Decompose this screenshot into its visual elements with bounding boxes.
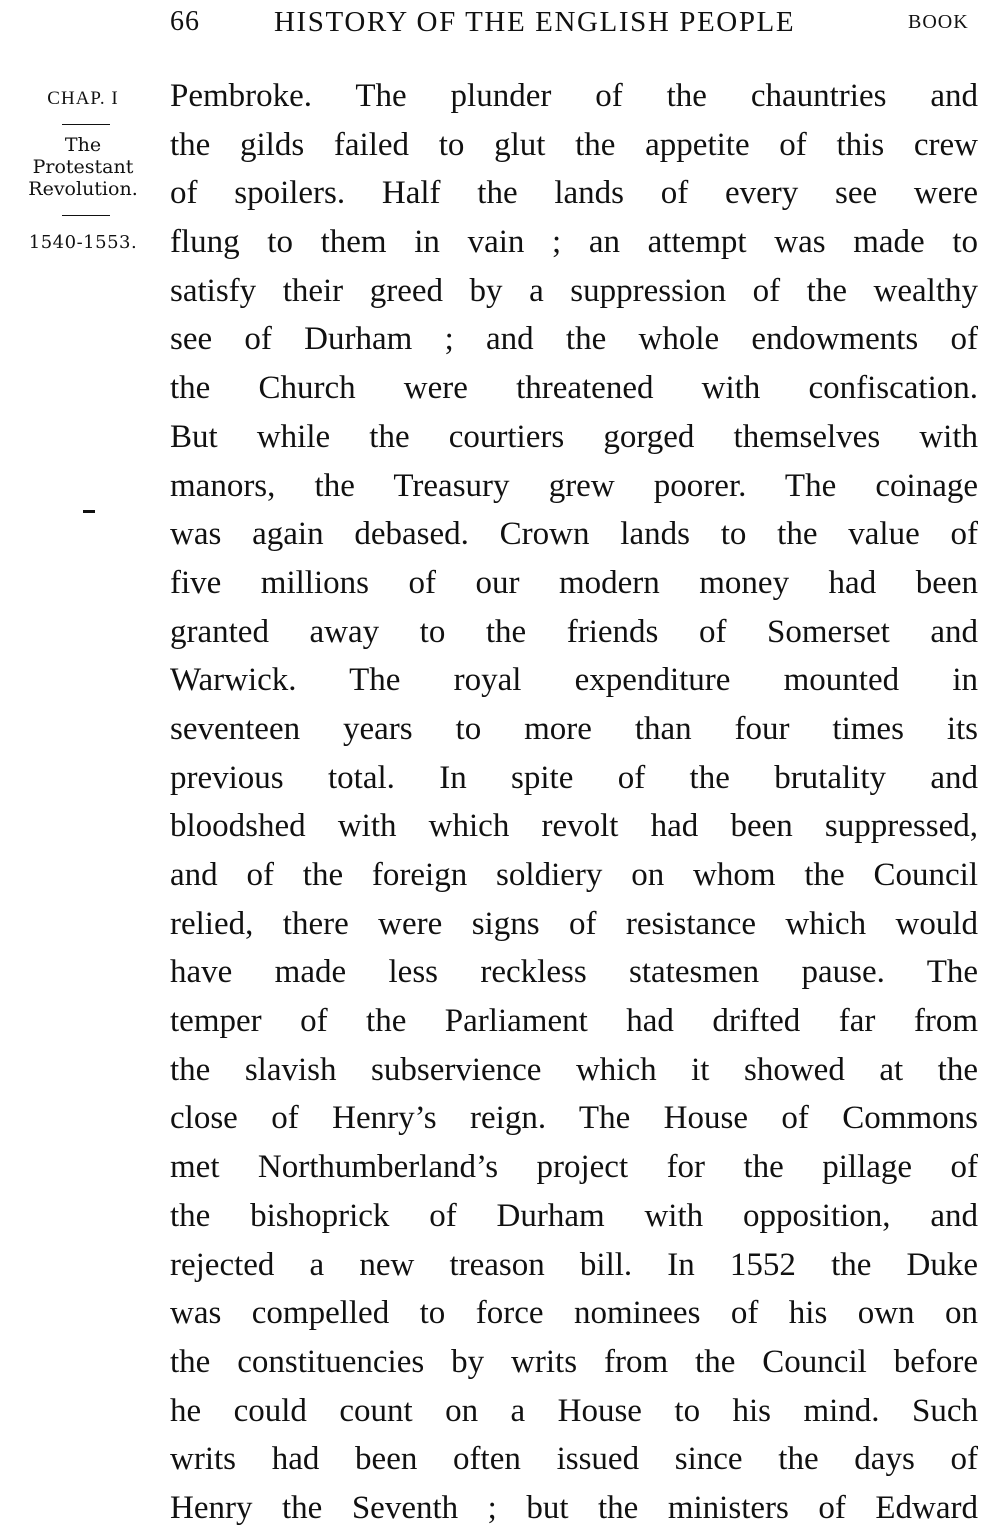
text-line: But while the courtiers gorged themselves with	[170, 418, 978, 455]
page-number: 66	[170, 6, 200, 37]
text-line: Warwick. The royal expenditure mounted in	[170, 662, 978, 699]
text-line: met Northumberland’s project for the pillage of	[170, 1149, 978, 1186]
text-line: was compelled to force nominees of his own on	[170, 1295, 978, 1332]
text-line: have made less reckless statesmen pause. The	[170, 954, 978, 991]
text-line: and of the foreign soldiery on whom the Council	[170, 857, 978, 893]
text-line: temper of the Parliament had drifted far from	[170, 1003, 978, 1040]
text-line: he could count on a House to his mind. Such	[170, 1392, 978, 1429]
text-line: manors, the Treasury grew poorer. The coinage	[170, 467, 978, 504]
text-line: granted away to the friends of Somerset and	[170, 613, 978, 650]
chapter-label: CHAP. I	[47, 88, 119, 109]
stray-print-mark	[83, 510, 95, 513]
text-line: the slavish subservience which it showed at the	[170, 1051, 978, 1088]
text-line: rejected a new treason bill. In 1552 the Duke	[170, 1246, 978, 1283]
text-line: satisfy their greed by a suppression of the wealthy	[170, 272, 978, 309]
body-text	[170, 72, 978, 1533]
text-line: close of Henry’s reign. The House of Commons	[170, 1100, 978, 1137]
text-line: the gilds failed to glut the appetite of this crew	[170, 126, 978, 163]
section-title-line: Protestant	[32, 156, 134, 178]
text-line: was again debased. Crown lands to the value of	[170, 516, 978, 553]
text-line: see of Durham ; and the whole endowments of	[170, 321, 978, 358]
text-line: flung to them in vain ; an attempt was made to	[170, 224, 978, 261]
margin-rule-bottom	[62, 215, 110, 216]
text-line: Pembroke. The plunder of the chauntries and	[170, 78, 978, 114]
running-head	[0, 2, 1000, 42]
text-line: writs had been often issued since the days of	[170, 1441, 978, 1478]
text-line: previous total. In spite of the brutality and	[170, 759, 978, 796]
text-line: bloodshed with which revolt had been suppressed,	[170, 808, 978, 845]
text-line: of spoilers. Half the lands of every see were	[170, 175, 978, 212]
text-line: five millions of our modern money had been	[170, 564, 978, 601]
margin-rule-top	[62, 124, 110, 125]
text-line: seventeen years to more than four times its	[170, 710, 978, 747]
date-range: 1540-1553.	[28, 232, 138, 253]
book-label: BOOK	[908, 11, 969, 33]
running-title: HISTORY OF THE ENGLISH PEOPLE	[274, 6, 796, 38]
section-title-line: Revolution.	[28, 178, 138, 200]
text-line: the constituencies by writs from the Council before	[170, 1343, 978, 1380]
section-title	[0, 134, 166, 200]
text-line: relied, there were signs of resistance which would	[170, 905, 978, 942]
text-line: the Church were threatened with confiscation.	[170, 370, 978, 407]
text-line: Henry the Seventh ; but the ministers of Edward	[170, 1489, 978, 1526]
section-title-line: The	[64, 134, 102, 156]
text-line: the bishoprick of Durham with opposition, and	[170, 1197, 978, 1234]
